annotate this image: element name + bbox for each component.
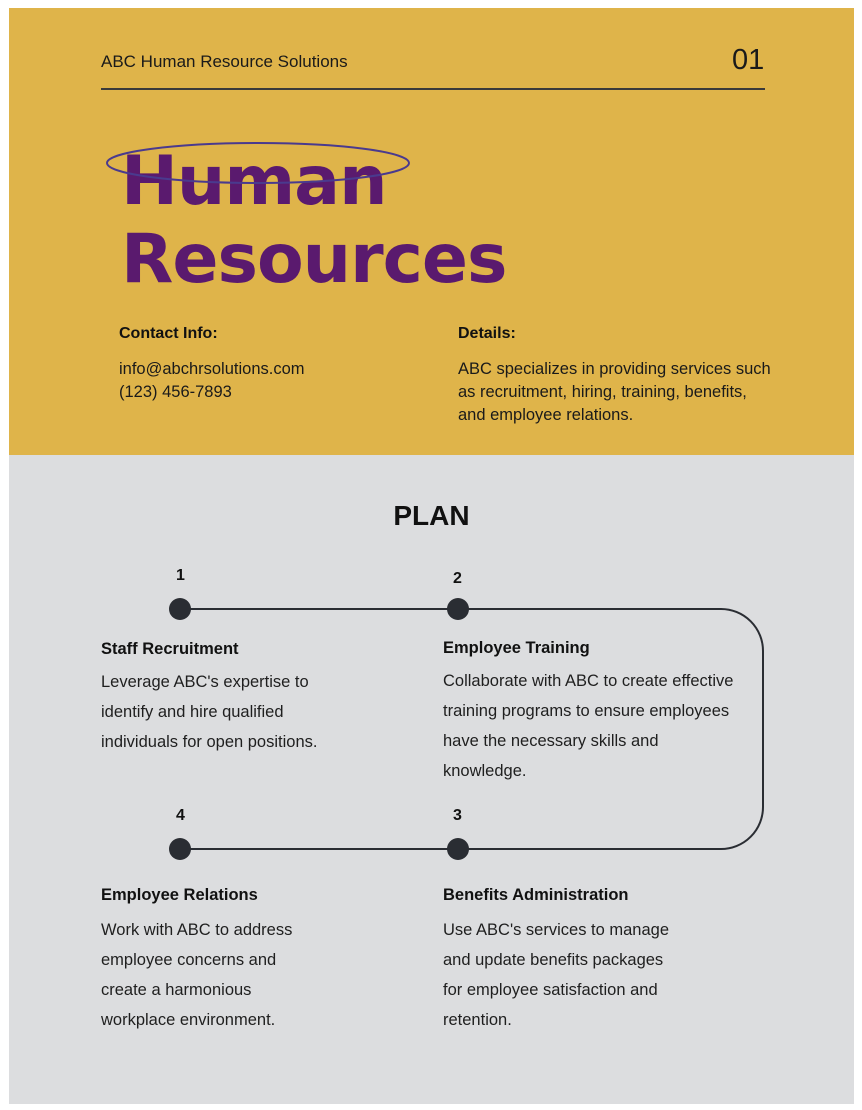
- company-name: ABC Human Resource Solutions: [101, 52, 348, 71]
- plan-title: PLAN: [393, 500, 470, 531]
- title-line-1: Human: [121, 142, 387, 221]
- step-1-description: Leverage ABC's expertise to identify and hire qualified individuals for open positions.: [101, 673, 318, 751]
- timeline-node-4: [169, 838, 191, 860]
- details-label: Details:: [458, 325, 516, 342]
- step-3-number: 3: [453, 807, 462, 824]
- details-text: ABC specializes in providing services such as recruitment, hiring, training, benefits, and employee relations.: [458, 360, 771, 424]
- step-2-title: Employee Training: [443, 639, 590, 657]
- step-3-title: Benefits Administration: [443, 886, 629, 904]
- step-4-title: Employee Relations: [101, 886, 258, 904]
- step-2-description: Collaborate with ABC to create effective training programs to ensure employees have the necessary skills and knowledge.: [443, 672, 734, 780]
- step-1-number: 1: [176, 567, 185, 584]
- step-2-number: 2: [453, 570, 462, 587]
- page-number: 01: [732, 44, 765, 76]
- contact-info-label: Contact Info:: [119, 325, 218, 342]
- step-1-title: Staff Recruitment: [101, 640, 239, 658]
- contact-phone: (123) 456-7893: [119, 383, 232, 401]
- timeline-node-1: [169, 598, 191, 620]
- timeline-node-2: [447, 598, 469, 620]
- step-4-number: 4: [176, 807, 185, 824]
- title-line-2: Resources: [121, 220, 507, 299]
- contact-email: info@abchrsolutions.com: [119, 360, 305, 378]
- step-3-description: Use ABC's services to manage and update benefits packages for employee satisfaction and retention.: [443, 921, 669, 1029]
- timeline-node-3: [447, 838, 469, 860]
- step-4-description: Work with ABC to address employee concerns and create a harmonious workplace environment.: [101, 921, 293, 1029]
- document-page: [9, 8, 854, 1104]
